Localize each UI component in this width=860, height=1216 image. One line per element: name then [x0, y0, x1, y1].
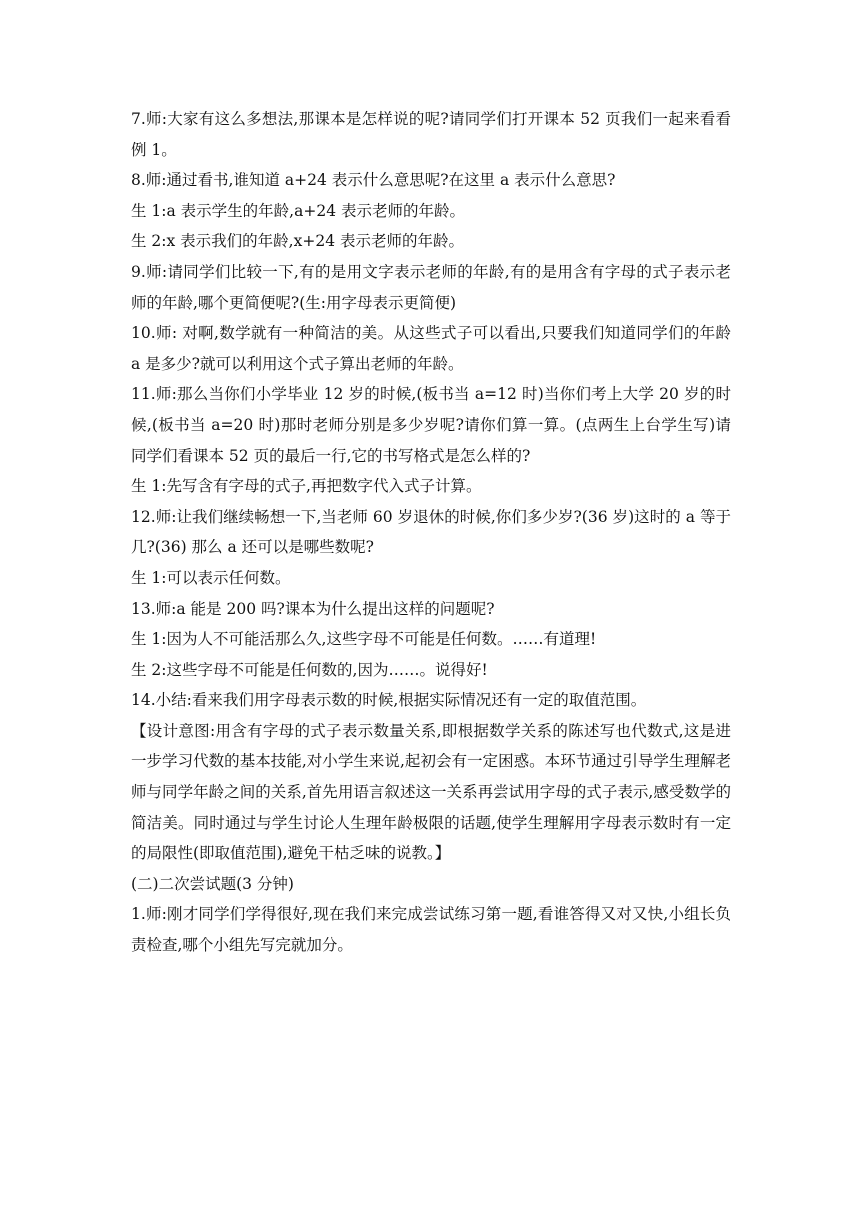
paragraph-teacher-7: 7.师:大家有这么多想法,那课本是怎样说的呢?请同学们打开课本 52 页我们一起来看看例 1。 — [131, 110, 731, 159]
paragraph-teacher-10: 10.师: 对啊,数学就有一种简洁的美。从这些式子可以看出,只要我们知道同学们的年龄 a 是多少?就可以利用这个式子算出老师的年龄。 — [131, 324, 731, 373]
paragraph-design-intent: 【设计意图:用含有字母的式子表示数量关系,即根据数学关系的陈述写也代数式,这是进一步学习代数的基本技能,对小学生来说,起初会有一定困惑。本环节通过引导学生理解老师与同学年龄之间的关系,首先用语言叙述这一关系再尝试用字母的式子表示,感受数学的简洁美。同时通过与学生讨论人生理年龄极限的话题,使学生理解用字母表示数时有一定的局限性(即取值范围),避免干枯乏味的说教。】 — [131, 721, 731, 863]
paragraph-summary-14: 14.小结:看来我们用字母表示数的时候,根据实际情况还有一定的取值范围。 — [131, 691, 647, 710]
paragraph-teacher-practice-1: 1.师:刚才同学们学得很好,现在我们来完成尝试练习第一题,看谁答得又对又快,小组长负责检查,哪个小组先写完就加分。 — [131, 905, 731, 955]
paragraph-teacher-11: 11.师:那么当你们小学毕业 12 岁的时候,(板书当 a=12 时)当你们考上大学 20 岁的时候,(板书当 a=20 时)那时老师分别是多少岁呢?请你们算一算。(点两生上台学生写)请同学们看课本 52 页的最后一行,它的书写格式是怎么样的? — [131, 385, 731, 465]
document-body — [131, 104, 731, 961]
paragraph-student-1-format: 生 1:先写含有字母的式子,再把数字代入式子计算。 — [131, 477, 482, 496]
section-heading-second-attempt: (二)二次尝试题(3 分钟) — [131, 874, 294, 893]
paragraph-student-1-any-number: 生 1:可以表示任何数。 — [131, 568, 291, 587]
paragraph-student-1-answer: 生 1:a 表示学生的年龄,a+24 表示老师的年龄。 — [131, 201, 465, 220]
paragraph-teacher-12: 12.师:让我们继续畅想一下,当老师 60 岁退休的时候,你们多少岁?(36 岁)这时的 a 等于几?(36) 那么 a 还可以是哪些数呢? — [131, 507, 731, 557]
paragraph-student-1-reason: 生 1:因为人不可能活那么久,这些字母不可能是任何数。……有道理! — [131, 630, 597, 649]
paragraph-teacher-8: 8.师:通过看书,谁知道 a+24 表示什么意思呢?在这里 a 表示什么意思? — [131, 171, 616, 190]
paragraph-teacher-9: 9.师:请同学们比较一下,有的是用文字表示老师的年龄,有的是用含有字母的式子表示老师的年龄,哪个更简便呢?(生:用字母表示更简便) — [131, 262, 731, 312]
paragraph-student-2-answer: 生 2:x 表示我们的年龄,x+24 表示老师的年龄。 — [131, 232, 464, 251]
paragraph-student-2-reason: 生 2:这些字母不可能是任何数的,因为……。说得好! — [131, 660, 488, 679]
paragraph-teacher-13: 13.师:a 能是 200 吗?课本为什么提出这样的问题呢? — [131, 599, 495, 618]
